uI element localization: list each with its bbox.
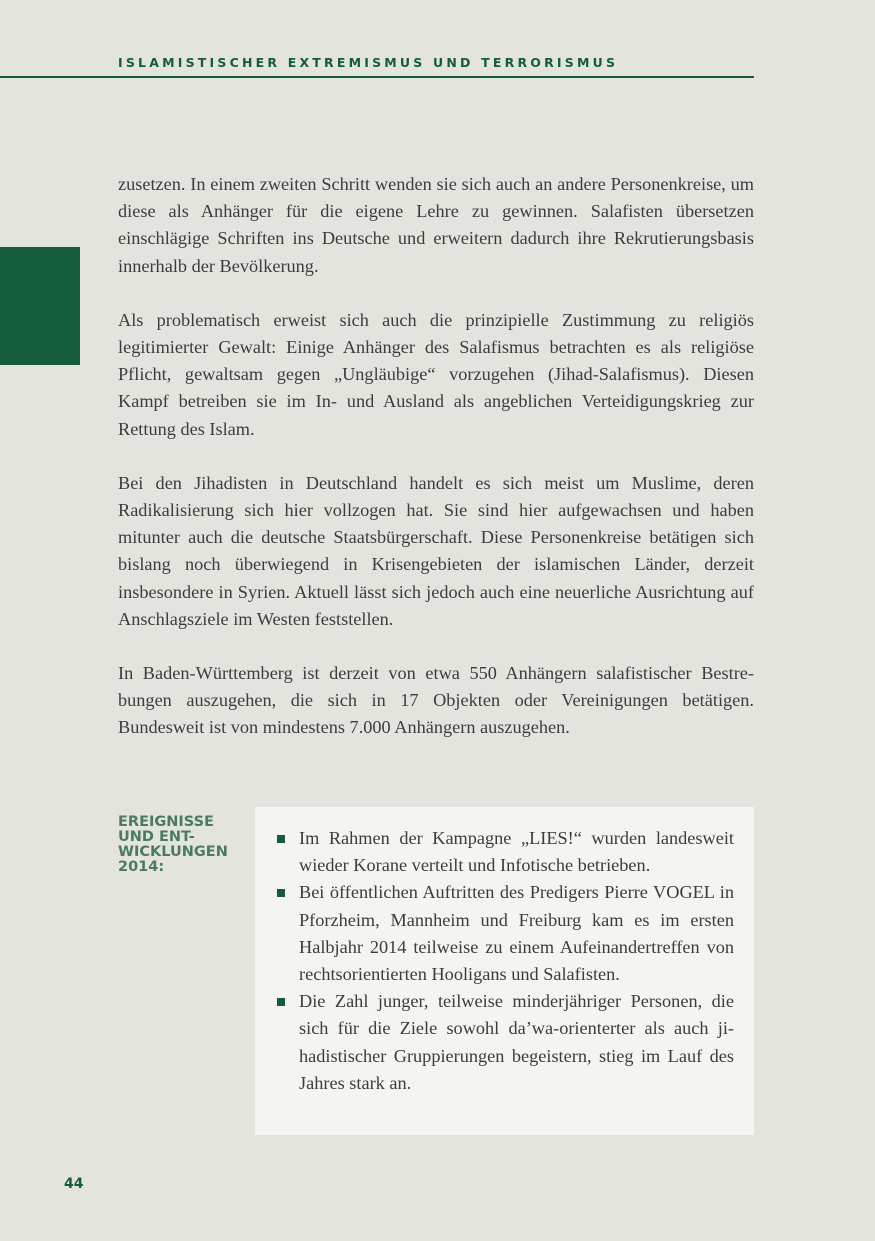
- list-item-text: Bei öffentlichen Auftritten des Predigers Pierre VOGEL in Pforzheim, Mannheim und Freiburg kam es im ersten Halbjahr 2014 teilweise zu einem Aufeinandertreffen von rechtsorientierten Hooligans und Salafisten.: [299, 882, 734, 985]
- body-paragraph: zusetzen. In einem zweiten Schritt wenden sie sich auch an andere Personenkreise, um diese als Anhänger für die eigene Lehre zu gewinnen. Salafisten übersetzen einschlägige Schriften ins Deutsche und erweitern dadurch ihre Rekrutierungsbasis innerhalb der Bevölkerung.: [118, 174, 754, 276]
- events-section-label: EREIGNISSE UND ENT- WICKLUNGEN 2014:: [118, 814, 228, 875]
- list-item: [277, 988, 734, 1097]
- list-item-text: Die Zahl junger, teilweise minderjähriger Personen, die sich für die Ziele sowohl da’wa-orienterter als auch jihadistischer Gruppierungen begeistern, stieg im Lauf des Jahres stark an.: [299, 991, 734, 1093]
- square-bullet-icon: [277, 835, 285, 843]
- page-number: 44: [64, 1176, 84, 1192]
- body-paragraph: Bei den Jihadisten in Deutschland handelt es sich meist um Muslime, deren Radikalisierung sich hier vollzogen hat. Sie sind hier aufgewachsen und haben mitunter auch die deutsche Staatsbürgerschaft. Diese Personenkreise betätigen sich bislang noch überwiegend in Krisengebieten der islamischen Länder, derzeit insbesondere in Syrien. Aktuell lässt sich jedoch auch eine neuerliche Ausrichtung auf Anschlagsziele im Westen feststellen.: [118, 472, 754, 629]
- events-box: [255, 807, 754, 1135]
- events-list: [277, 825, 734, 1097]
- chapter-side-marker: [0, 247, 80, 365]
- body-text: [118, 171, 754, 769]
- list-item-text: Im Rahmen der Kampagne „LIES!“ wurden landesweit wieder Korane verteilt und Infotische betrieben.: [299, 828, 734, 876]
- running-header: ISLAMISTISCHER EXTREMISMUS UND TERRORISMUS: [118, 55, 619, 70]
- body-paragraph: In Baden-Württemberg ist derzeit von etwa 550 Anhängern salafistischer Bestrebungen auszugehen, die sich in 17 Objekten oder Vereinigungen betätigen. Bundesweit ist von mindestens 7.000 Anhängern auszugehen.: [118, 663, 754, 738]
- header-rule: [0, 76, 754, 78]
- square-bullet-icon: [277, 998, 285, 1006]
- body-paragraph: Als problematisch erweist sich auch die prinzipielle Zustimmung zu religiös legitimierter Gewalt: Einige Anhänger des Salafismus betrachten es als religiöse Pflicht, gewaltsam gegen „Ungläubige“ vorzugehen (Jihad-Salafismus). Diesen Kampf betreiben sie im In- und Ausland als angeblichen Verteidigungskrieg zur Rettung des Islam.: [118, 309, 754, 439]
- list-item: [277, 879, 734, 988]
- list-item: [277, 825, 734, 879]
- square-bullet-icon: [277, 889, 285, 897]
